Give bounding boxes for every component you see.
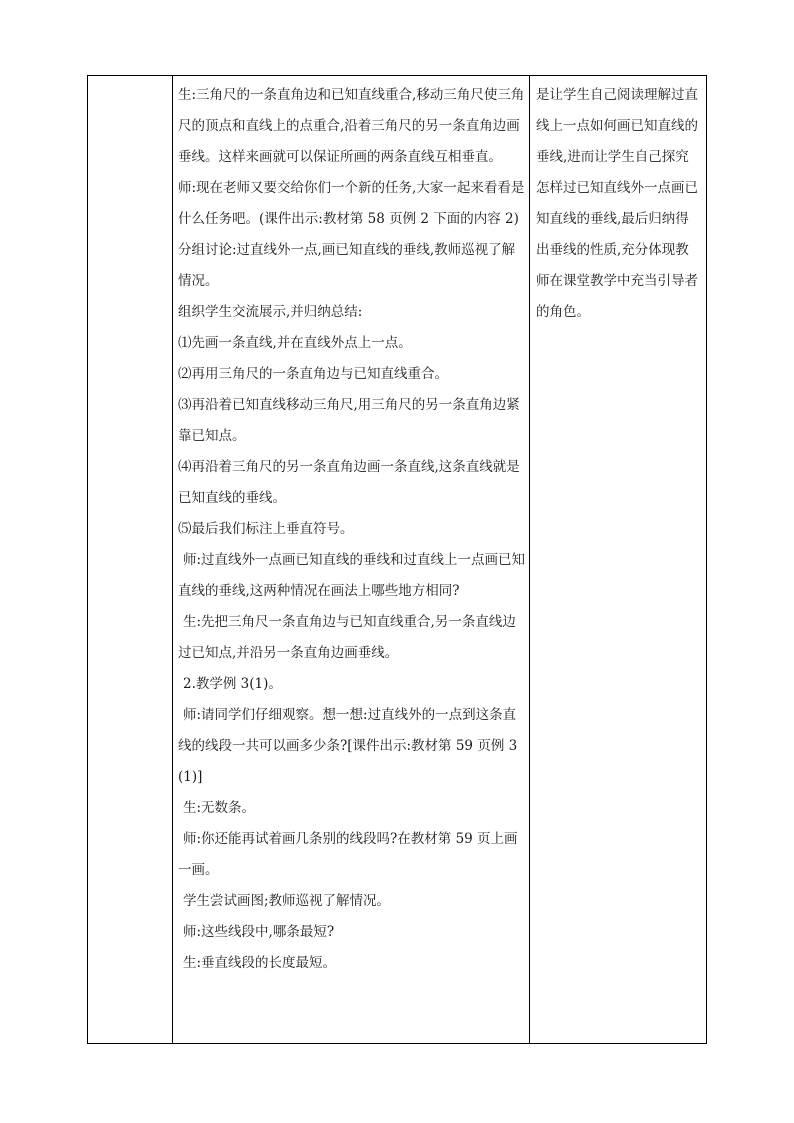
paragraph-summary-intro: 组织学生交流展示,并归纳总结:	[178, 304, 363, 320]
paragraph-step-2: ⑵再用三角尺的一条直角边与已知直线重合。	[178, 366, 448, 382]
paragraph-teacher-shortest: 师:这些线段中,哪条最短?	[183, 924, 335, 940]
column-divider-left	[172, 76, 173, 1043]
paragraph-student-answer-1: 生:三角尺的一条直角边和已知直线重合,移动三角尺使三角尺的顶点和直线上的点重合,沿着三角尺的另一条直角边画垂线。这样来画就可以保证所画的两条直线互相垂直。	[178, 87, 525, 165]
paragraph-example-3-heading: 2.教学例 3(1)。	[183, 676, 282, 692]
paragraph-student-shortest: 生:垂直线段的长度最短。	[183, 955, 337, 971]
paragraph-student-answer-compare: 生:先把三角尺一条直角边与已知直线重合,另一条直线边过已知点,并沿另一条直角边画垂线。	[178, 614, 516, 661]
paragraph-students-draw: 学生尝试画图;教师巡视了解情况。	[183, 893, 391, 909]
paragraph-teacher-observe: 师:请同学们仔细观察。想一想:过直线外的一点到这条直线的线段一共可以画多少条?[课件出示:教材第 59 页例 3(1)]	[178, 707, 518, 785]
paragraph-group-discussion: 分组讨论:过直线外一点,画已知直线的垂线,教师巡视了解情况。	[178, 242, 516, 289]
paragraph-teacher-task: 师:现在老师又要交给你们一个新的任务,大家一起来看看是什么任务吧。(课件出示:教材第 58 页例 2 下面的内容 2)	[178, 180, 525, 227]
design-intent-text: 是让学生自己阅读理解过直线上一点如何画已知直线的垂线,进而让学生自己探究怎样过已知直线外一点画已知直线的垂线,最后归纳得出垂线的性质,充分体现教师在课堂教学中充当引导者的角色。	[536, 87, 698, 320]
lesson-table	[87, 75, 707, 1044]
paragraph-step-4: ⑷再沿着三角尺的另一条直角边画一条直线,这条直线就是已知直线的垂线。	[178, 459, 520, 506]
teaching-process-column	[178, 80, 528, 979]
column-divider-right	[529, 76, 530, 1043]
paragraph-step-1: ⑴先画一条直线,并在直线外点上一点。	[178, 335, 412, 351]
paragraph-step-3: ⑶再沿着已知直线移动三角尺,用三角尺的另一条直角边紧靠已知点。	[178, 397, 520, 444]
design-intent-column	[536, 80, 702, 328]
paragraph-teacher-question-compare: 师:过直线外一点画已知直线的垂线和过直线上一点画已知直线的垂线,这两种情况在画法上哪些地方相同?	[178, 552, 526, 599]
paragraph-step-5: ⑸最后我们标注上垂直符号。	[178, 521, 354, 537]
paragraph-teacher-try-draw: 师:你还能再试着画几条别的线段吗?在教材第 59 页上画一画。	[178, 831, 518, 878]
paragraph-student-infinite: 生:无数条。	[183, 800, 256, 816]
